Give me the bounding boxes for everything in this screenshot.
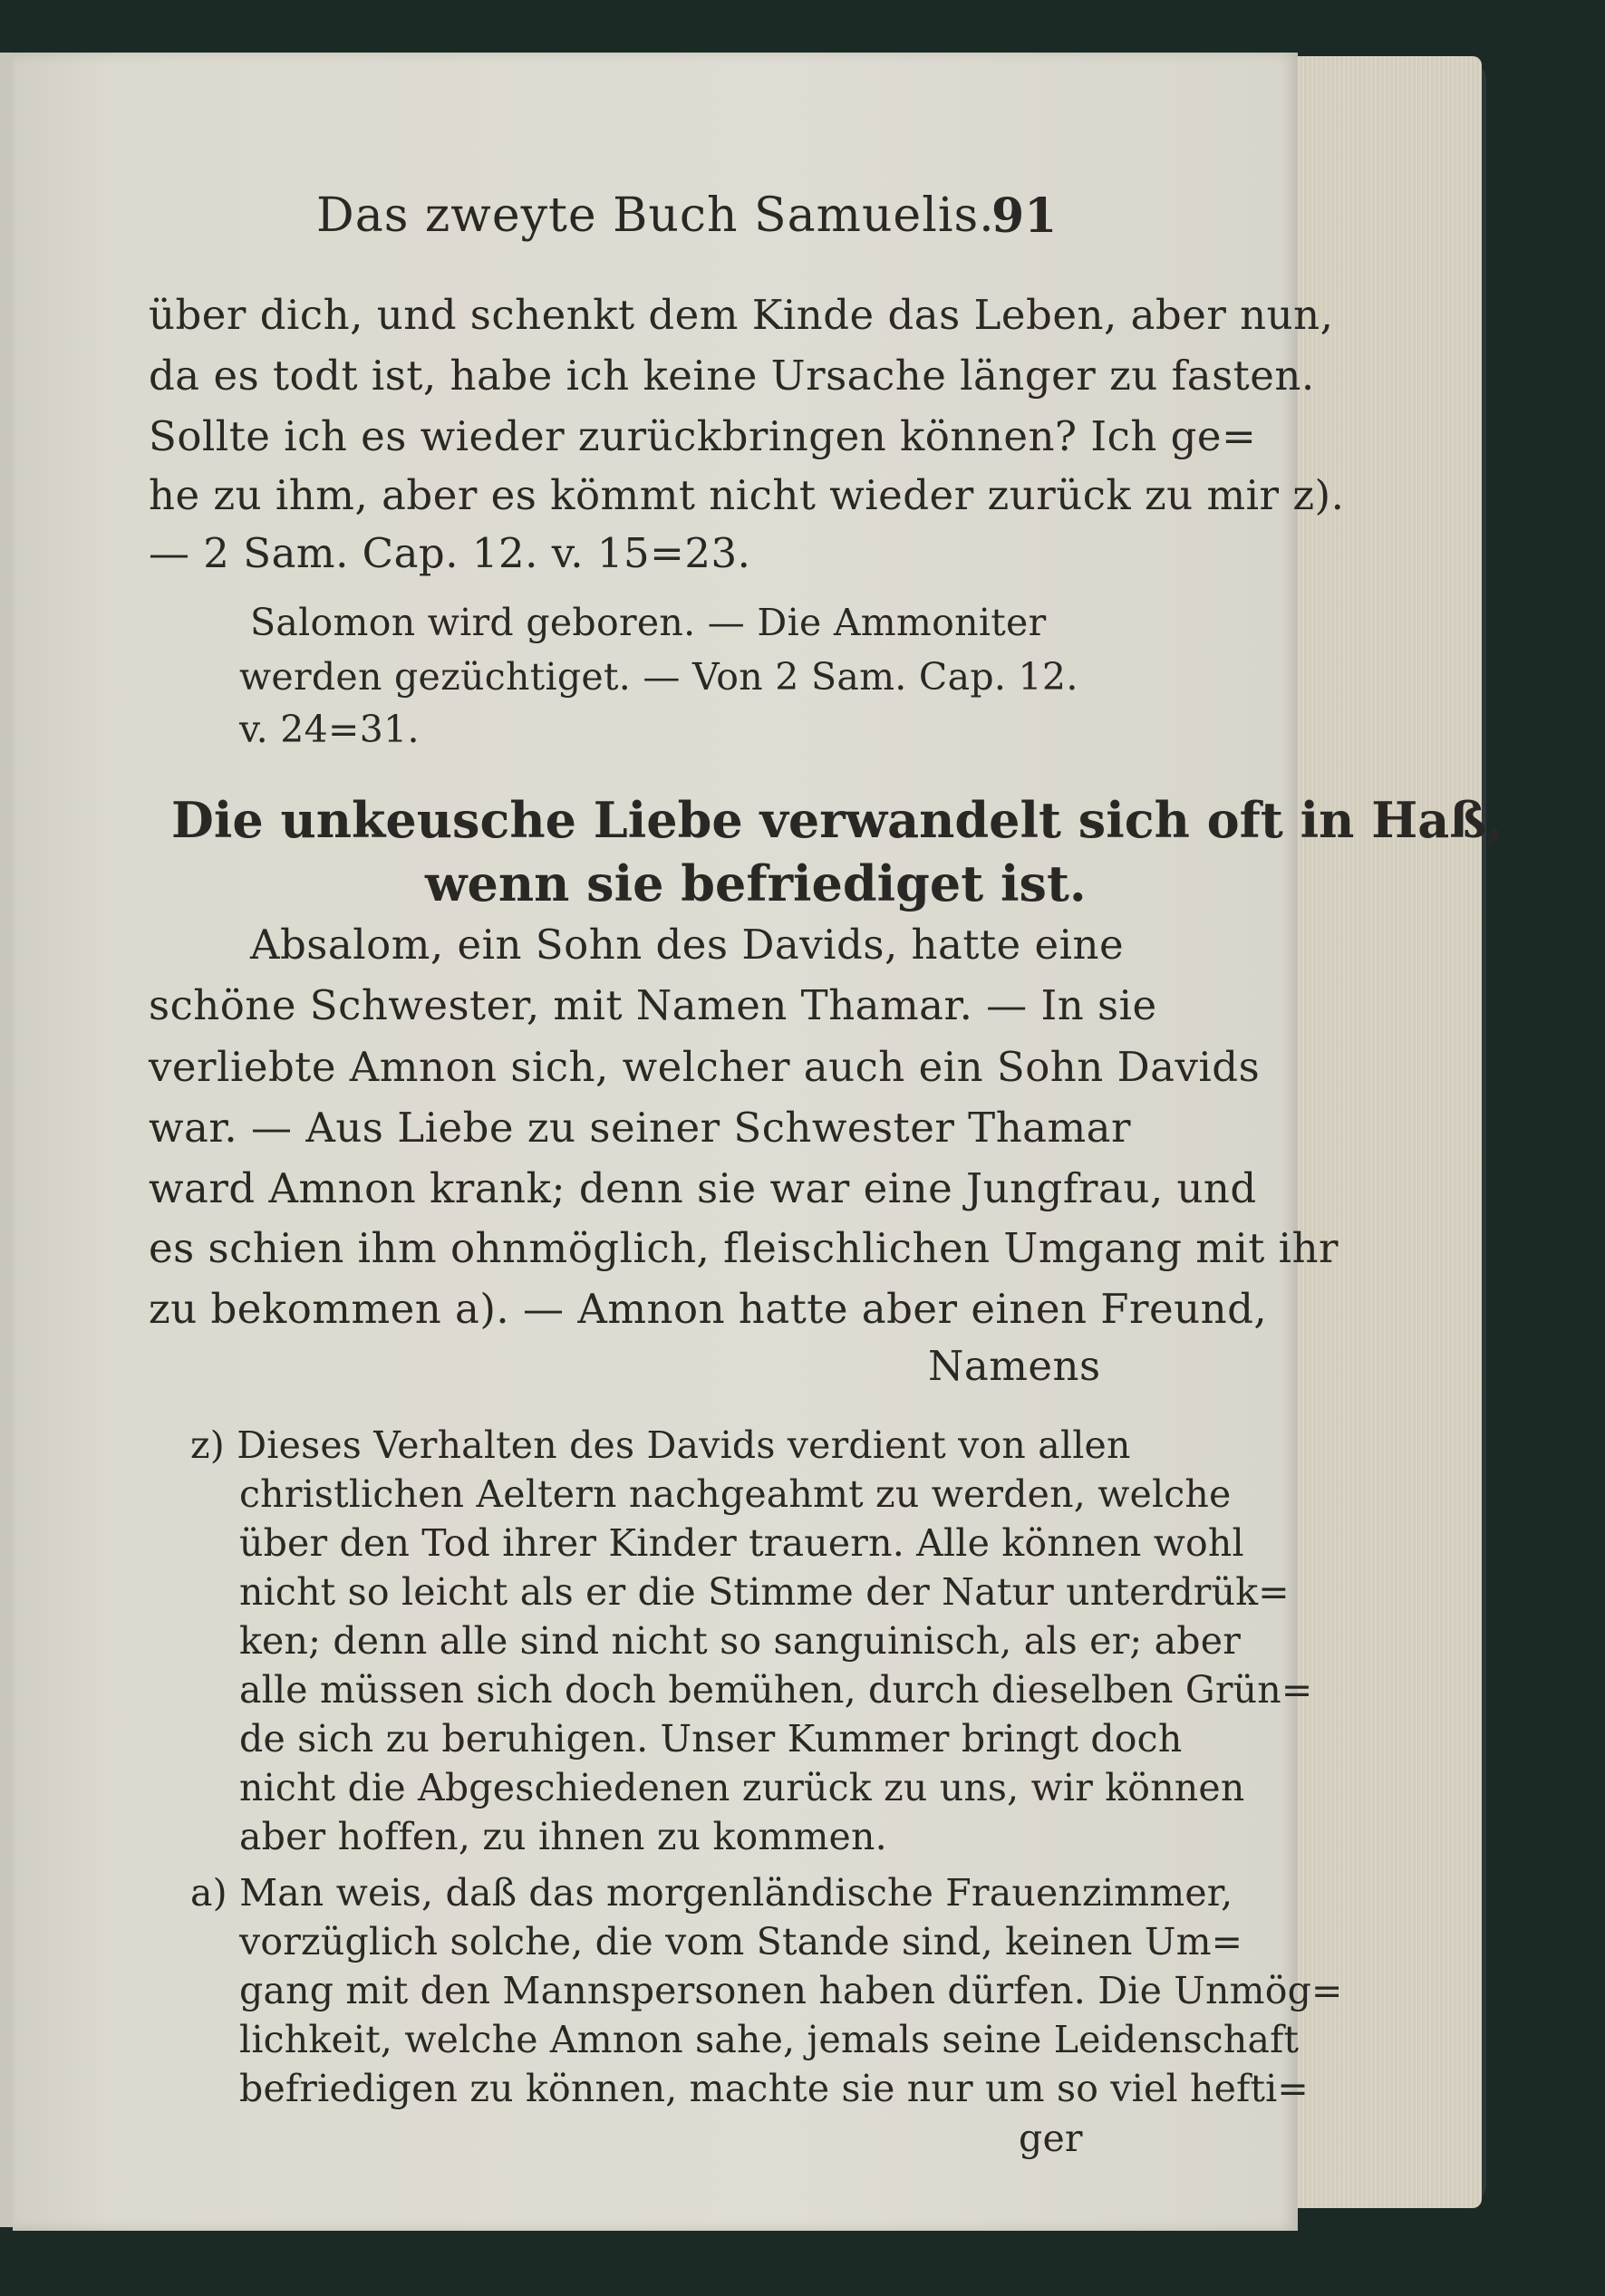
text-line: — 2 Sam. Cap. 12. v. 15=23. <box>149 529 751 577</box>
footnote-line: ken; denn alle sind nicht so sanguinisch, als er; aber <box>239 1619 1242 1663</box>
footnote-line: christlichen Aeltern nachgeahmt zu werden, welche <box>239 1472 1232 1516</box>
text-line: ward Amnon krank; denn sie war eine Jungfrau, und <box>149 1164 1257 1212</box>
text-line: da es todt ist, habe ich keine Ursache länger zu fasten. <box>149 352 1315 400</box>
text-line: schöne Schwester, mit Namen Thamar. — In sie <box>149 981 1157 1029</box>
text-line: zu bekommen a). — Amnon hatte aber einen Freund, <box>149 1285 1268 1333</box>
text-line: über dich, und schenkt dem Kinde das Leben, aber nun, <box>149 291 1334 339</box>
book-page <box>13 53 1504 2231</box>
section-heading-line: Die unkeusche Liebe verwandelt sich oft in Haß, <box>171 791 1504 849</box>
footnote-catchword: ger <box>1019 2117 1083 2160</box>
text-line: es schien ihm ohnmöglich, fleischlichen Umgang mit ihr <box>149 1224 1339 1272</box>
catchword: Namens <box>928 1342 1101 1390</box>
text-line: verliebte Amnon sich, welcher auch ein Sohn Davids <box>149 1043 1261 1091</box>
summary-line: Salomon wird geboren. — Die Ammoniter <box>250 601 1047 644</box>
footnote-line: befriedigen zu können, machte sie nur um so viel hefti= <box>239 2067 1309 2110</box>
footnote-line: z) Dieses Verhalten des Davids verdient von allen <box>190 1423 1131 1467</box>
summary-line: werden gezüchtiget. — Von 2 Sam. Cap. 12. <box>239 655 1078 699</box>
running-head: Das zweyte Buch Samuelis. <box>316 188 995 243</box>
footnote-line: aber hoffen, zu ihnen zu kommen. <box>239 1815 887 1858</box>
footnote-line: a) Man weis, daß das morgenländische Frauenzimmer, <box>190 1871 1233 1915</box>
footnote-line: über den Tod ihrer Kinder trauern. Alle können wohl <box>239 1521 1244 1565</box>
summary-line: v. 24=31. <box>239 708 420 751</box>
footnote-line: lichkeit, welche Amnon sahe, jemals seine Leidenschaft <box>239 2018 1300 2061</box>
footnote-line: nicht so leicht als er die Stimme der Natur unterdrük= <box>239 1570 1290 1614</box>
footnote-line: vorzüglich solche, die vom Stande sind, keinen Um= <box>239 1920 1243 1963</box>
text-line: Absalom, ein Sohn des Davids, hatte eine <box>250 921 1125 969</box>
section-heading-line: wenn sie befriediget ist. <box>425 854 1087 912</box>
footnote-line: de sich zu beruhigen. Unser Kummer bringt doch <box>239 1717 1183 1761</box>
footnote-line: alle müssen sich doch bemühen, durch dieselben Grün= <box>239 1668 1313 1712</box>
text-line: he zu ihm, aber es kömmt nicht wieder zurück zu mir z). <box>149 471 1345 519</box>
footnote-line: nicht die Abgeschiedenen zurück zu uns, wir können <box>239 1766 1245 1809</box>
text-line: war. — Aus Liebe zu seiner Schwester Thamar <box>149 1104 1132 1152</box>
footnote-line: gang mit den Mannspersonen haben dürfen. Die Unmög= <box>239 1969 1343 2012</box>
text-line: Sollte ich es wieder zurückbringen können? Ich ge= <box>149 412 1257 460</box>
page-number: 91 <box>991 188 1058 244</box>
